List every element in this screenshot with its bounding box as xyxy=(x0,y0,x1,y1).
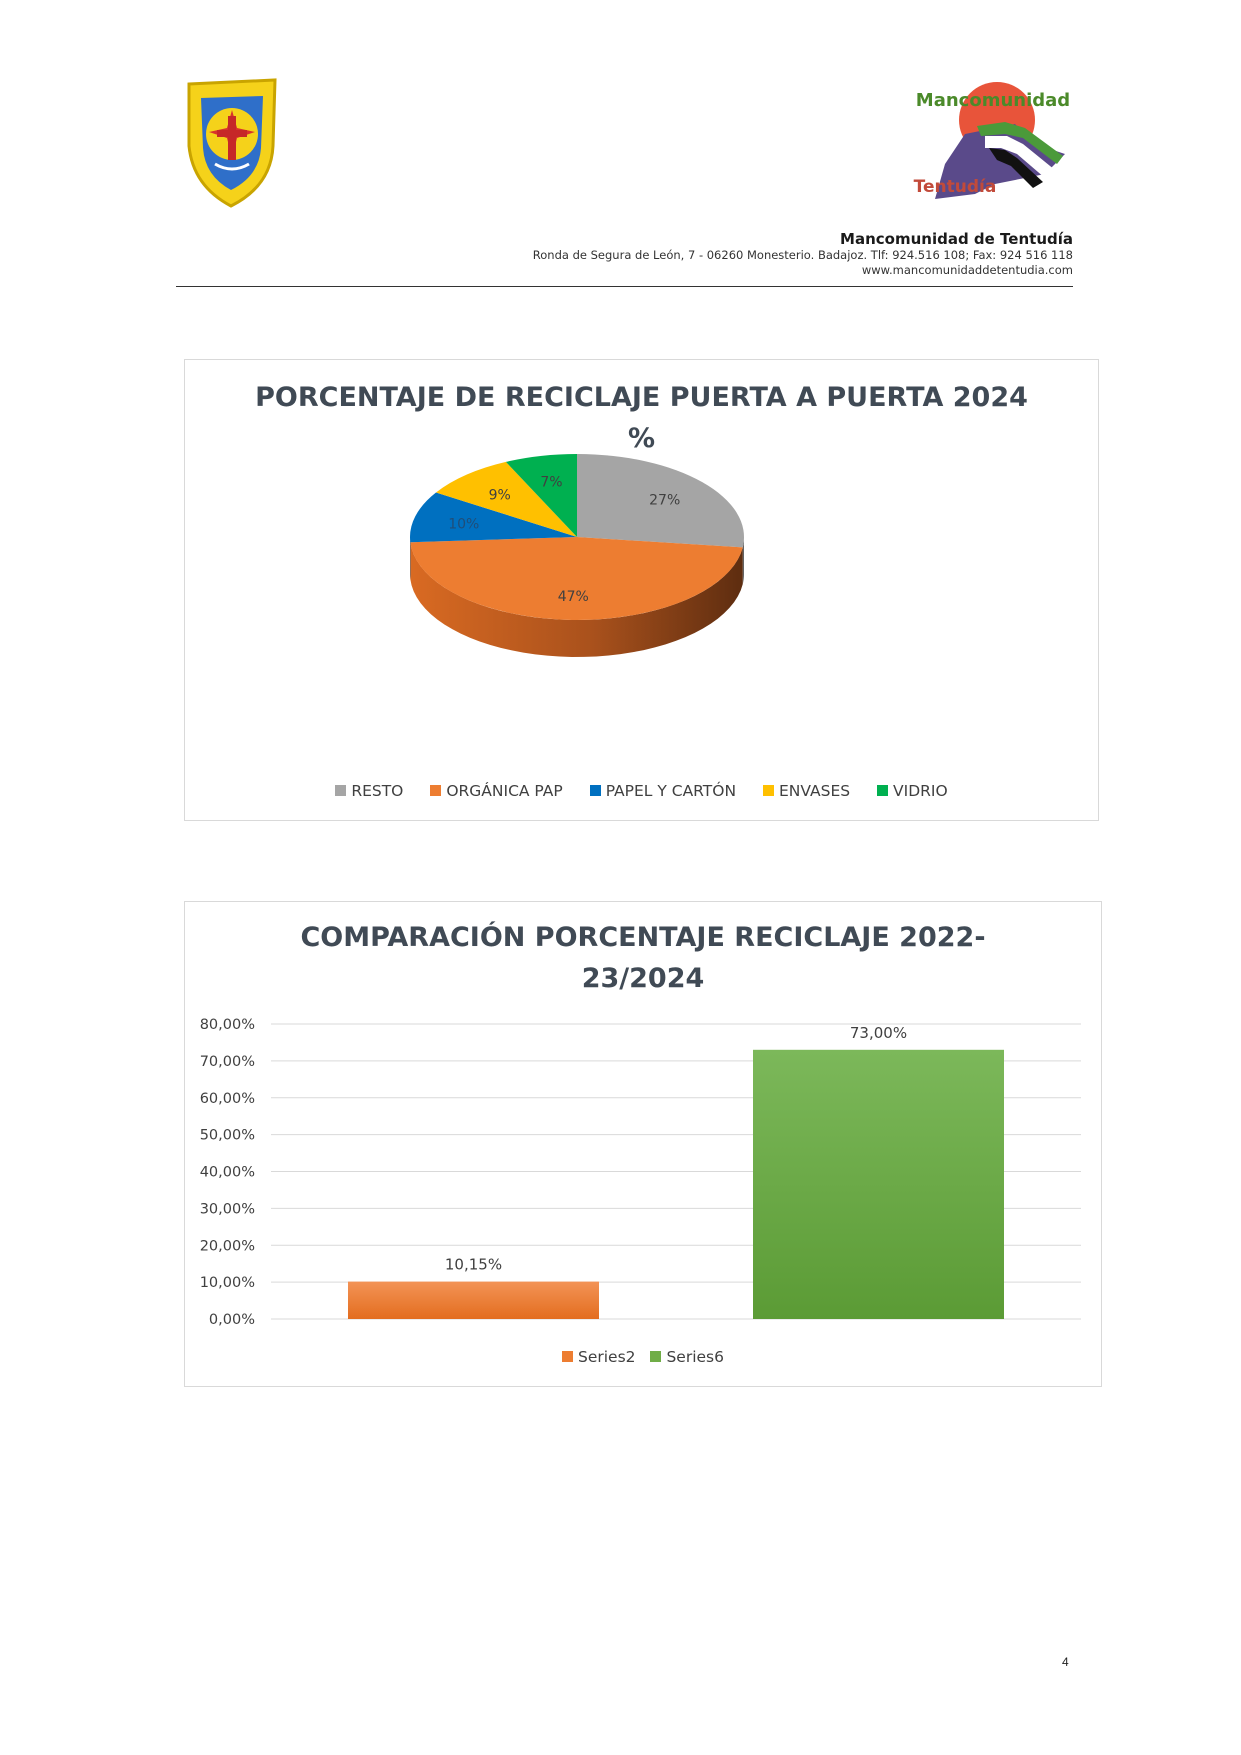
pie-legend xyxy=(185,782,1098,800)
legend-item-resto xyxy=(335,782,403,800)
legend-label: ENVASES xyxy=(779,782,851,800)
legend-label: VIDRIO xyxy=(893,782,948,800)
legend-item-papel xyxy=(590,782,736,800)
legend-swatch xyxy=(877,785,888,796)
legend-swatch xyxy=(763,785,774,796)
pie-chart xyxy=(185,360,1098,740)
pie-data-label-organica-pap: 47% xyxy=(557,589,589,606)
legend-swatch xyxy=(430,785,441,796)
legend-swatch xyxy=(650,1351,661,1362)
logo-title: Mancomunidad xyxy=(915,90,1071,111)
org-website: www.mancomunidaddetentudia.com xyxy=(861,263,1073,277)
pie-data-label-papel-y-carton: 10% xyxy=(448,516,480,533)
y-tick-label: 0,00% xyxy=(208,1312,255,1328)
bar-chart-title-line1: COMPARACIÓN PORCENTAJE RECICLAJE 2022- xyxy=(300,922,986,953)
pie-chart-title-line2: % xyxy=(627,423,656,454)
legend-label: RESTO xyxy=(351,782,404,800)
logo-subtitle: Tentudía xyxy=(913,177,997,197)
mancomunidad-logo xyxy=(905,74,1075,214)
legend-swatch xyxy=(562,1351,573,1362)
bar-series6 xyxy=(753,1050,1004,1319)
y-tick-label: 50,00% xyxy=(199,1127,255,1144)
y-tick-label: 60,00% xyxy=(199,1090,255,1107)
pie-data-label-resto: 27% xyxy=(649,492,681,509)
legend-swatch xyxy=(590,785,601,796)
pie-chart-title-line1: PORCENTAJE DE RECICLAJE PUERTA A PUERTA 2024 xyxy=(255,382,1028,413)
legend-label: Series2 xyxy=(578,1348,636,1366)
bar-data-label-series2: 10,15% xyxy=(444,1255,503,1274)
y-tick-label: 80,00% xyxy=(199,1017,255,1033)
y-tick-label: 20,00% xyxy=(199,1238,255,1255)
legend-label: ORGÁNICA PAP xyxy=(446,782,563,800)
org-name: Mancomunidad de Tentudía xyxy=(840,230,1073,248)
pie-data-label-vidrio: 7% xyxy=(540,474,563,491)
legend-item-vidrio xyxy=(877,782,948,800)
legend-label: Series6 xyxy=(666,1348,724,1366)
y-tick-label: 70,00% xyxy=(199,1053,255,1070)
bar-chart-title-line2: 23/2024 xyxy=(581,963,705,994)
legend-item-series6 xyxy=(650,1348,724,1366)
page-number: 4 xyxy=(1062,1655,1069,1669)
bar-chart-frame xyxy=(184,901,1102,1387)
org-address: Ronda de Segura de León, 7 - 06260 Monesterio. Badajoz. Tlf: 924.516 108; Fax: 924 516 118 xyxy=(532,248,1073,262)
legend-item-envases xyxy=(763,782,850,800)
coat-of-arms-logo xyxy=(181,76,283,210)
pie-data-label-envases: 9% xyxy=(488,487,511,504)
bar-chart xyxy=(185,902,1101,1342)
y-tick-label: 10,00% xyxy=(199,1275,255,1292)
legend-item-series2 xyxy=(562,1348,636,1366)
legend-swatch xyxy=(335,785,346,796)
org-info xyxy=(533,230,1073,278)
bar-series2 xyxy=(348,1282,599,1319)
legend-label: PAPEL Y CARTÓN xyxy=(605,782,737,800)
pie-chart-frame xyxy=(184,359,1099,821)
y-tick-label: 40,00% xyxy=(199,1164,255,1181)
header-divider xyxy=(176,286,1073,287)
y-tick-label: 30,00% xyxy=(199,1201,255,1218)
bar-data-label-series6: 73,00% xyxy=(849,1023,908,1042)
bar-legend xyxy=(185,1348,1101,1366)
legend-item-organica xyxy=(430,782,562,800)
